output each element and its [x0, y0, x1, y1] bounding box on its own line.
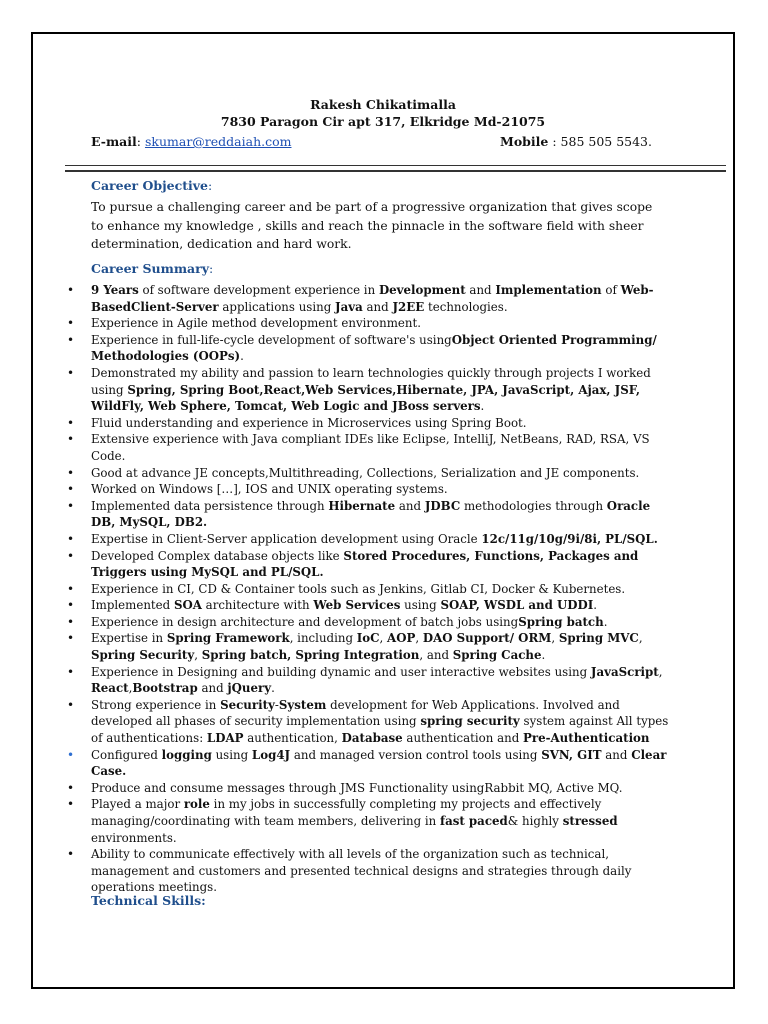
summary-item	[33, 531, 673, 548]
header-divider	[65, 165, 726, 172]
summary-text: .	[593, 598, 597, 613]
bullet-marker: •	[67, 631, 75, 646]
career-objective-text: To pursue a challenging career and be part of a progressive organization that gives scope to enhance my knowledge , skills and reach the pinnacle in the software field with sheer determination, dedication and hard work.	[91, 200, 653, 251]
summary-item	[33, 780, 673, 797]
summary-text: -	[274, 697, 279, 712]
summary-item	[33, 332, 673, 365]
candidate-name: Rakesh Chikatimalla	[310, 97, 456, 112]
summary-item	[33, 846, 673, 896]
candidate-address: 7830 Paragon Cir apt 317, Elkridge Md-21075	[220, 114, 546, 129]
mobile-block	[500, 134, 652, 149]
bullet-marker: •	[67, 581, 75, 596]
summary-bold-text: Development	[378, 283, 466, 297]
summary-bold-text: Stored Procedures, Functions, Packages and Triggers using MySQL and PL/SQL.	[91, 548, 639, 580]
summary-text: and	[395, 498, 425, 513]
summary-item	[33, 282, 673, 315]
summary-text: , and	[419, 648, 453, 663]
summary-bold-text: fast paced	[440, 814, 508, 828]
summary-bold-text: Log4J	[251, 747, 291, 762]
summary-text: Expertise in	[91, 631, 167, 646]
bullet-marker: •	[67, 664, 75, 679]
summary-item	[33, 597, 673, 614]
summary-bold-text: AOP	[387, 631, 416, 646]
bullet-marker: •	[67, 365, 75, 380]
summary-bold-text: 12c/11g/10g/9i/8i, PL/SQL.	[481, 531, 658, 546]
summary-bold-text: Clear Case.	[91, 747, 667, 779]
summary-text: Experience in Designing and building dynamic and user interactive websites using	[91, 664, 591, 679]
summary-text: ,	[638, 631, 643, 646]
email-label: E-mail	[91, 134, 137, 149]
summary-text: methodologies through	[460, 498, 607, 513]
summary-text: architecture with	[201, 598, 314, 613]
bullet-marker: •	[67, 797, 75, 812]
summary-bold-text: React	[91, 681, 129, 696]
summary-text: Experience in CI, CD & Container tools such as Jenkins, Gitlab CI, Docker & Kubernetes.	[91, 581, 626, 596]
summary-bold-text: Bootstrap	[132, 681, 198, 696]
bullet-marker: •	[67, 283, 75, 297]
mobile-number: : 585 505 5543.	[548, 134, 652, 149]
summary-text: Played a major	[91, 797, 184, 812]
summary-bold-text: Web-BasedClient-Server	[91, 283, 654, 314]
summary-item	[33, 365, 673, 415]
summary-text: Experience in Agile method development environment.	[91, 316, 421, 331]
summary-text: and	[197, 681, 228, 696]
summary-item	[33, 415, 673, 432]
email-separator: :	[136, 134, 145, 149]
bullet-marker: •	[67, 482, 75, 497]
summary-bold-text: Web Services	[313, 598, 401, 613]
summary-item	[33, 431, 673, 464]
bullet-marker: •	[67, 780, 75, 795]
summary-text: .	[480, 399, 485, 414]
summary-bold-text: Security	[220, 697, 275, 712]
summary-bold-text: logging	[161, 747, 212, 762]
bullet-marker: •	[67, 614, 75, 629]
technical-skills-heading: Technical Skills:	[91, 893, 206, 908]
contact-line	[91, 134, 673, 152]
career-summary-title: Career Summary	[91, 261, 209, 276]
summary-text: Developed Complex database objects like	[91, 548, 344, 563]
summary-text: Experience in design architecture and development of batch jobs using	[91, 614, 519, 629]
summary-text: Extensive experience with Java compliant IDEs like Eclipse, IntelliJ, NetBeans, RAD, RSA, VS Code.	[91, 432, 650, 463]
bullet-marker: •	[67, 697, 75, 712]
summary-bold-text: 9 Years	[91, 283, 139, 297]
summary-text: Implemented data persistence through	[91, 498, 329, 513]
summary-bold-text: role	[183, 797, 210, 812]
summary-bold-text: DAO Support/ ORM	[422, 631, 552, 646]
summary-bold-text: Spring batch, Spring Integration	[201, 648, 420, 663]
summary-text: technologies.	[424, 299, 508, 314]
summary-bold-text: Pre-Authentication	[523, 731, 650, 746]
summary-text: environments.	[91, 830, 177, 845]
summary-text: ,	[194, 648, 202, 663]
summary-bold-text: JDBC	[424, 498, 461, 513]
summary-bold-text: Database	[341, 731, 403, 746]
summary-item	[33, 481, 673, 498]
summary-text: Fluid understanding and experience in Microservices using Spring Boot.	[91, 415, 527, 430]
bullet-marker: •	[67, 432, 75, 447]
summary-item	[33, 315, 673, 332]
summary-bold-text: J2EE	[392, 299, 425, 314]
summary-bold-text: SOAP, WSDL and UDDI	[440, 598, 594, 613]
bullet-marker: •	[67, 316, 75, 331]
summary-bold-text: jQuery	[227, 681, 272, 696]
summary-text: authentication,	[243, 731, 342, 746]
summary-text: using	[400, 598, 441, 613]
summary-item	[33, 581, 673, 598]
bullet-marker: •	[67, 847, 75, 862]
summary-text: and	[362, 299, 393, 314]
summary-item	[33, 697, 673, 747]
bullet-marker: •	[67, 531, 75, 546]
summary-text: Good at advance JE concepts,Multithreading, Collections, Serialization and JE components.	[91, 465, 640, 480]
summary-bold-text: Oracle DB, MySQL, DB2.	[91, 498, 651, 530]
summary-item	[33, 614, 673, 631]
email-link[interactable]: skumar@reddaiah.com	[144, 134, 292, 149]
bullet-marker: •	[67, 747, 75, 762]
summary-bold-text: JavaScript	[590, 664, 659, 679]
career-objective-title: Career Objective	[91, 178, 208, 193]
career-summary-colon: :	[209, 261, 214, 276]
resume-header	[33, 96, 733, 130]
summary-bold-text: LDAP	[206, 731, 244, 746]
summary-bold-text: Spring Framework	[166, 631, 290, 646]
summary-item	[33, 630, 673, 663]
bullet-marker: •	[67, 598, 75, 613]
summary-bold-text: SOA	[173, 598, 202, 613]
summary-item	[33, 747, 673, 780]
summary-text: ,	[551, 631, 559, 646]
bullet-marker: •	[67, 498, 75, 513]
summary-bold-text: IoC	[356, 631, 380, 646]
summary-bold-text: Object Oriented Programming/ Methodologies (OOPs)	[91, 332, 657, 364]
summary-item	[33, 498, 673, 531]
summary-text: authentication and	[402, 731, 524, 746]
summary-bold-text: spring security	[420, 714, 520, 729]
summary-text: Expertise in Client-Server application development using Oracle	[91, 531, 482, 546]
summary-item	[33, 664, 673, 697]
summary-item	[33, 548, 673, 581]
summary-text: of	[601, 283, 621, 297]
summary-text: ,	[658, 664, 663, 679]
summary-text: ,	[379, 631, 388, 646]
summary-text: Strong experience in	[91, 697, 221, 712]
resume-page	[31, 32, 735, 989]
summary-text: system against All types of authentications:	[91, 714, 669, 746]
summary-text: .	[541, 648, 546, 663]
summary-text: in my jobs in successfully completing my projects and effectively managing/coordinating with team members, delivering in	[91, 797, 602, 828]
summary-text: ,	[415, 631, 423, 646]
career-summary-list	[33, 282, 673, 896]
summary-bold-text: Spring Cache	[452, 648, 542, 663]
summary-text: applications using	[218, 299, 336, 314]
summary-text: Ability to communicate effectively with all levels of the organization such as technical, management and customers and presented technical designs and strategies through daily operations meetings.	[91, 847, 632, 895]
summary-text: development for Web Applications. Involved and developed all phases of security implementation using	[91, 697, 620, 729]
summary-text: Worked on Windows […], IOS and UNIX operating systems.	[91, 482, 448, 497]
summary-item	[33, 465, 673, 482]
summary-text: Demonstrated my ability and passion to learn technologies quickly through projects I worked using	[91, 365, 651, 397]
career-objective-heading	[91, 178, 212, 193]
summary-bold-text: Spring MVC	[558, 631, 639, 646]
summary-text: .	[603, 614, 608, 629]
summary-bold-text: Spring, Spring Boot,React,Web Services,Hibernate, JPA, JavaScript, Ajax, JSF, WildFly, Web Sphere, Tomcat, Web Logic and JBoss servers	[91, 382, 641, 414]
summary-bold-text: Spring Security	[91, 648, 195, 663]
summary-bold-text: Implementation	[495, 283, 602, 297]
summary-text: of software development experience in	[138, 283, 379, 297]
summary-text: using	[211, 747, 252, 762]
summary-bold-text: System	[278, 697, 327, 712]
summary-bold-text: stressed	[562, 814, 618, 828]
summary-text: & highly	[507, 814, 563, 828]
mobile-label: Mobile	[500, 134, 549, 149]
summary-text: and	[601, 747, 632, 762]
summary-text: Experience in full-life-cycle development of software's using	[91, 332, 452, 347]
bullet-marker: •	[67, 548, 75, 563]
summary-text: .	[271, 681, 275, 696]
career-summary-heading	[91, 261, 213, 276]
bullet-marker: •	[67, 415, 75, 430]
summary-text: and	[465, 283, 496, 297]
summary-bold-text: Spring batch	[518, 614, 604, 629]
summary-bold-text: SVN, GIT	[541, 747, 602, 762]
summary-item	[33, 796, 673, 846]
summary-text: Implemented	[91, 598, 174, 613]
bullet-marker: •	[67, 332, 75, 347]
summary-text: ,	[128, 681, 133, 696]
career-objective-colon: :	[207, 178, 213, 193]
summary-bold-text: Java	[335, 299, 363, 314]
summary-text: .	[240, 349, 244, 364]
bullet-marker: •	[67, 465, 75, 480]
summary-text: Configured	[91, 747, 162, 762]
summary-text: , including	[289, 631, 357, 646]
summary-text: and managed version control tools using	[290, 747, 542, 762]
email-block	[91, 134, 291, 149]
summary-bold-text: Hibernate	[328, 498, 396, 513]
summary-text: Produce and consume messages through JMS Functionality usingRabbit MQ, Active MQ.	[91, 780, 623, 795]
